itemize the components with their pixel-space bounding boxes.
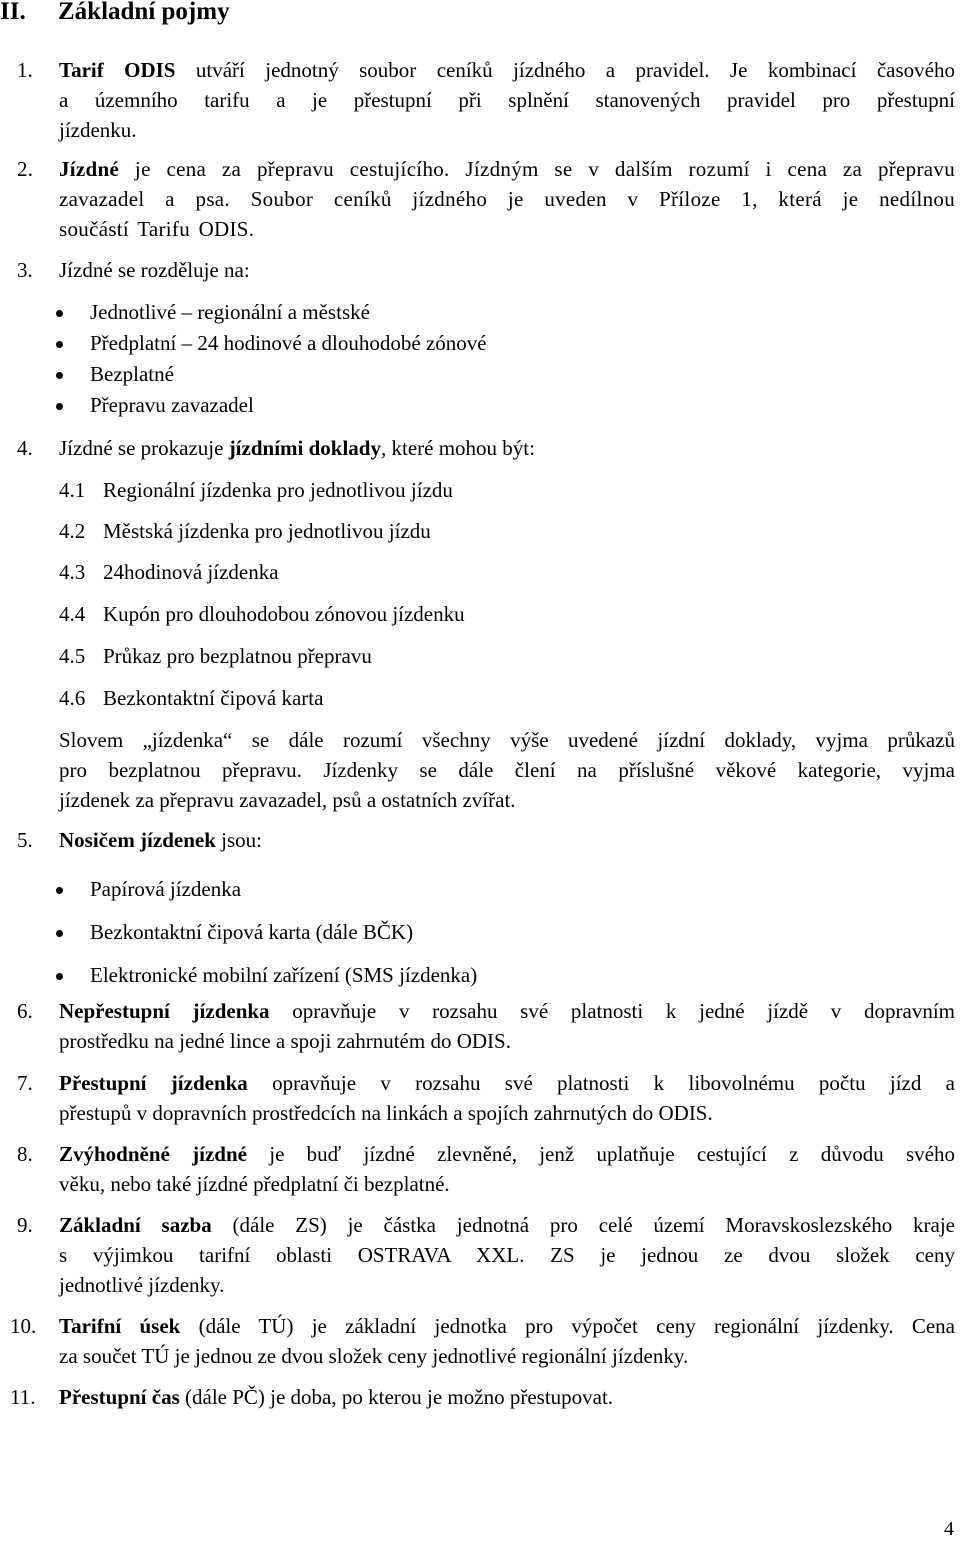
bullet-icon — [56, 887, 63, 894]
item-number: 2. — [17, 157, 34, 181]
term: Přestupní jízdenka — [59, 1071, 248, 1095]
subitem-4-4: 4.4 Kupón pro dlouhodobou zónovou jízdenku — [59, 602, 465, 626]
item-line: Jízdné je cena za přepravu cestujícího. Jízdným se v dalším rozumí i cena za přepravu — [59, 157, 955, 181]
list-item-11: 11. Přestupní čas (dále PČ) je doba, po kterou je možno přestupovat. — [0, 1382, 955, 1412]
bullet-item: Bezkontaktní čipová karta (dále BČK) — [0, 911, 477, 954]
item-line: zavazadel a psa. Soubor ceníků jízdného je uveden v Příloze 1, která je nedílnou — [59, 187, 955, 211]
bullet-icon — [56, 930, 63, 937]
term: Nepřestupní jízdenka — [59, 999, 270, 1023]
section-number: II. — [0, 0, 26, 25]
bullet-icon — [56, 372, 63, 379]
item-line: součástí Tarifu ODIS. — [59, 217, 255, 241]
item-number: 1. — [17, 58, 33, 82]
bullet-item: Přepravu zavazadel — [0, 390, 487, 421]
list-item-2 — [0, 154, 955, 244]
list-item-8: 8. Zvýhodněné jízdné je buď jízdné zlevněné, jenž uplatňuje cestující z důvodu svého věku, nebo také jízdné předplatní či bezplatné. — [0, 1139, 955, 1199]
term: Tarifní úsek — [59, 1314, 181, 1338]
bullet-item: Předplatní – 24 hodinové a dlouhodobé zónové — [0, 328, 487, 359]
item-number: 8. — [17, 1142, 33, 1166]
subitem-4-6: 4.6 Bezkontaktní čipová karta — [59, 686, 324, 710]
term: Tarif ODIS — [59, 58, 176, 82]
item-line: jízdenku. — [59, 118, 137, 142]
subitem-4-1: 4.1 Regionální jízdenka pro jednotlivou jízdu — [59, 478, 453, 502]
item-number: 10. — [10, 1314, 37, 1338]
term: Přestupní čas — [59, 1385, 180, 1409]
bullet-item: Bezplatné — [0, 359, 487, 390]
term: Jízdné — [59, 157, 120, 181]
item-number: 6. — [17, 999, 33, 1023]
item-number: 11. — [10, 1385, 36, 1409]
list-item-9: 9. Základní sazba (dále ZS) je částka jednotná pro celé území Moravskoslezského kraje s výjimkou tarifní oblasti OSTRAVA XXL. ZS je jednou ze dvou složek ceny jednotlivé jízdenky. — [0, 1210, 955, 1300]
term: Nosičem jízdenek — [59, 828, 216, 852]
item-number: 7. — [17, 1071, 33, 1095]
list-item-4: 4. Jízdné se prokazuje jízdními doklady, které mohou být: — [0, 433, 955, 463]
term: Základní sazba — [59, 1213, 212, 1237]
ticket-carriers-list — [0, 868, 477, 997]
list-item-10: 10. Tarifní úsek (dále TÚ) je základní jednotka pro výpočet ceny regionální jízdenky. Cena za součet TÚ je jednou ze dvou složek ceny jednotlivé regionální jízdenky. — [0, 1311, 955, 1371]
fare-types-list — [0, 297, 487, 421]
item-number: 5. — [17, 828, 33, 852]
item-line: a územního tarifu a je přestupní při splnění stanovených pravidel pro přestupní — [59, 88, 955, 112]
item-line: Tarif ODIS utváří jednotný soubor ceníků jízdného a pravidel. Je kombinací časového — [59, 58, 955, 82]
item-number: 3. — [17, 258, 33, 282]
item-number: 4. — [17, 436, 33, 460]
bullet-item: Elektronické mobilní zařízení (SMS jízdenka) — [0, 954, 477, 997]
section-heading — [0, 0, 230, 26]
list-item-1 — [0, 55, 955, 145]
bullet-icon — [56, 973, 63, 980]
page-number: 4 — [944, 1518, 954, 1540]
subitem-4-5: 4.5 Průkaz pro bezplatnou přepravu — [59, 644, 372, 668]
term: jízdními doklady — [228, 436, 381, 460]
ticket-definition-paragraph: Slovem „jízdenka“ se dále rozumí všechny výše uvedené jízdní doklady, vyjma průkazů pro bezplatnou přepravu. Jízdenky se dále člení na příslušné věkové kategorie, vyjma jízdenek za přepravu zavazadel, psů a ostatních zvířat. — [59, 728, 955, 812]
bullet-icon — [56, 310, 63, 317]
bullet-item: Jednotlivé – regionální a městské — [0, 297, 487, 328]
subitem-4-3: 4.3 24hodinová jízdenka — [59, 560, 279, 584]
bullet-item: Papírová jízdenka — [0, 868, 477, 911]
bullet-icon — [56, 341, 63, 348]
section-title: Základní pojmy — [58, 0, 230, 25]
list-item-3 — [0, 255, 955, 285]
subitem-4-2: 4.2 Městská jízdenka pro jednotlivou jízdu — [59, 519, 431, 543]
list-item-5: 5. Nosičem jízdenek jsou: — [0, 825, 955, 855]
term: Zvýhodněné jízdné — [59, 1142, 247, 1166]
list-item-7: 7. Přestupní jízdenka opravňuje v rozsahu své platnosti k libovolnému počtu jízd a přestupů v dopravních prostředcích na linkách a spojích zahrnutých do ODIS. — [0, 1068, 955, 1128]
item-text: Jízdné se rozděluje na: — [59, 258, 250, 282]
list-item-6: 6. Nepřestupní jízdenka opravňuje v rozsahu své platnosti k jedné jízdě v dopravním prostředku na jedné lince a spoji zahrnutém do ODIS. — [0, 996, 955, 1056]
bullet-icon — [56, 403, 63, 410]
item-number: 9. — [17, 1213, 33, 1237]
